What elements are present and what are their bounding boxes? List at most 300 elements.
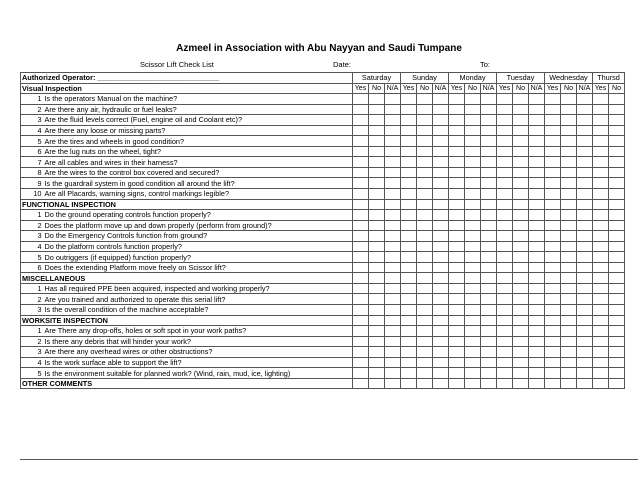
check-cell[interactable]: [609, 104, 625, 115]
check-cell[interactable]: [609, 305, 625, 316]
check-cell[interactable]: [497, 220, 513, 231]
check-cell[interactable]: [401, 368, 417, 379]
check-cell[interactable]: [497, 262, 513, 273]
check-cell[interactable]: [369, 336, 385, 347]
check-cell[interactable]: [369, 378, 385, 389]
check-cell[interactable]: [529, 347, 545, 358]
check-cell[interactable]: [593, 336, 609, 347]
check-cell[interactable]: [449, 157, 465, 168]
check-cell[interactable]: [577, 157, 593, 168]
check-cell[interactable]: [465, 189, 481, 200]
check-cell[interactable]: [481, 189, 497, 200]
check-cell[interactable]: [513, 125, 529, 136]
check-cell[interactable]: [561, 199, 577, 210]
check-cell[interactable]: [593, 146, 609, 157]
check-cell[interactable]: [465, 178, 481, 189]
check-cell[interactable]: [545, 189, 561, 200]
check-cell[interactable]: [417, 167, 433, 178]
check-cell[interactable]: [561, 262, 577, 273]
check-cell[interactable]: [433, 378, 449, 389]
check-cell[interactable]: [369, 210, 385, 221]
check-cell[interactable]: [577, 178, 593, 189]
check-cell[interactable]: [577, 231, 593, 242]
check-cell[interactable]: [481, 283, 497, 294]
check-cell[interactable]: [417, 315, 433, 326]
check-cell[interactable]: [497, 347, 513, 358]
check-cell[interactable]: [593, 136, 609, 147]
check-cell[interactable]: [561, 220, 577, 231]
check-cell[interactable]: [465, 210, 481, 221]
check-cell[interactable]: [529, 357, 545, 368]
check-cell[interactable]: [481, 305, 497, 316]
check-cell[interactable]: [561, 283, 577, 294]
check-cell[interactable]: [497, 241, 513, 252]
check-cell[interactable]: [353, 157, 369, 168]
check-cell[interactable]: [353, 241, 369, 252]
check-cell[interactable]: [513, 94, 529, 105]
check-cell[interactable]: [385, 125, 401, 136]
check-cell[interactable]: [353, 283, 369, 294]
check-cell[interactable]: [465, 368, 481, 379]
check-cell[interactable]: [577, 378, 593, 389]
check-cell[interactable]: [609, 326, 625, 337]
check-cell[interactable]: [353, 347, 369, 358]
check-cell[interactable]: [593, 220, 609, 231]
check-cell[interactable]: [353, 357, 369, 368]
check-cell[interactable]: [609, 368, 625, 379]
check-cell[interactable]: [433, 210, 449, 221]
check-cell[interactable]: [481, 199, 497, 210]
check-cell[interactable]: [593, 189, 609, 200]
check-cell[interactable]: [353, 326, 369, 337]
check-cell[interactable]: [417, 357, 433, 368]
check-cell[interactable]: [529, 231, 545, 242]
check-cell[interactable]: [465, 146, 481, 157]
check-cell[interactable]: [497, 357, 513, 368]
check-cell[interactable]: [593, 94, 609, 105]
check-cell[interactable]: [513, 220, 529, 231]
check-cell[interactable]: [593, 115, 609, 126]
check-cell[interactable]: [577, 146, 593, 157]
check-cell[interactable]: [353, 125, 369, 136]
check-cell[interactable]: [385, 241, 401, 252]
check-cell[interactable]: [369, 157, 385, 168]
check-cell[interactable]: [497, 125, 513, 136]
check-cell[interactable]: [609, 241, 625, 252]
check-cell[interactable]: [481, 136, 497, 147]
check-cell[interactable]: [449, 336, 465, 347]
check-cell[interactable]: [385, 326, 401, 337]
check-cell[interactable]: [481, 315, 497, 326]
check-cell[interactable]: [417, 125, 433, 136]
check-cell[interactable]: [593, 305, 609, 316]
check-cell[interactable]: [609, 178, 625, 189]
check-cell[interactable]: [417, 283, 433, 294]
check-cell[interactable]: [529, 220, 545, 231]
check-cell[interactable]: [401, 136, 417, 147]
check-cell[interactable]: [465, 315, 481, 326]
check-cell[interactable]: [529, 136, 545, 147]
check-cell[interactable]: [353, 167, 369, 178]
check-cell[interactable]: [497, 315, 513, 326]
check-cell[interactable]: [513, 315, 529, 326]
check-cell[interactable]: [481, 347, 497, 358]
check-cell[interactable]: [545, 136, 561, 147]
check-cell[interactable]: [529, 94, 545, 105]
check-cell[interactable]: [353, 115, 369, 126]
check-cell[interactable]: [513, 104, 529, 115]
check-cell[interactable]: [513, 115, 529, 126]
check-cell[interactable]: [353, 94, 369, 105]
check-cell[interactable]: [433, 115, 449, 126]
check-cell[interactable]: [577, 294, 593, 305]
check-cell[interactable]: [481, 115, 497, 126]
check-cell[interactable]: [593, 283, 609, 294]
check-cell[interactable]: [417, 231, 433, 242]
check-cell[interactable]: [465, 262, 481, 273]
check-cell[interactable]: [401, 157, 417, 168]
check-cell[interactable]: [417, 378, 433, 389]
check-cell[interactable]: [369, 115, 385, 126]
check-cell[interactable]: [353, 146, 369, 157]
check-cell[interactable]: [385, 347, 401, 358]
check-cell[interactable]: [561, 94, 577, 105]
check-cell[interactable]: [481, 273, 497, 284]
check-cell[interactable]: [593, 157, 609, 168]
check-cell[interactable]: [529, 336, 545, 347]
check-cell[interactable]: [513, 336, 529, 347]
check-cell[interactable]: [449, 357, 465, 368]
check-cell[interactable]: [529, 189, 545, 200]
check-cell[interactable]: [433, 94, 449, 105]
check-cell[interactable]: [449, 104, 465, 115]
check-cell[interactable]: [577, 368, 593, 379]
check-cell[interactable]: [433, 231, 449, 242]
check-cell[interactable]: [449, 262, 465, 273]
check-cell[interactable]: [433, 104, 449, 115]
check-cell[interactable]: [385, 315, 401, 326]
check-cell[interactable]: [465, 94, 481, 105]
check-cell[interactable]: [529, 252, 545, 263]
check-cell[interactable]: [433, 125, 449, 136]
check-cell[interactable]: [593, 347, 609, 358]
check-cell[interactable]: [481, 336, 497, 347]
check-cell[interactable]: [609, 283, 625, 294]
check-cell[interactable]: [497, 157, 513, 168]
check-cell[interactable]: [609, 336, 625, 347]
check-cell[interactable]: [593, 231, 609, 242]
check-cell[interactable]: [513, 326, 529, 337]
check-cell[interactable]: [369, 262, 385, 273]
check-cell[interactable]: [433, 305, 449, 316]
check-cell[interactable]: [545, 94, 561, 105]
check-cell[interactable]: [593, 315, 609, 326]
check-cell[interactable]: [481, 210, 497, 221]
check-cell[interactable]: [401, 315, 417, 326]
check-cell[interactable]: [481, 104, 497, 115]
check-cell[interactable]: [609, 146, 625, 157]
check-cell[interactable]: [433, 157, 449, 168]
check-cell[interactable]: [465, 136, 481, 147]
check-cell[interactable]: [561, 252, 577, 263]
check-cell[interactable]: [353, 189, 369, 200]
check-cell[interactable]: [561, 231, 577, 242]
check-cell[interactable]: [545, 231, 561, 242]
check-cell[interactable]: [561, 305, 577, 316]
check-cell[interactable]: [449, 347, 465, 358]
check-cell[interactable]: [577, 326, 593, 337]
check-cell[interactable]: [369, 273, 385, 284]
check-cell[interactable]: [449, 305, 465, 316]
check-cell[interactable]: [513, 378, 529, 389]
check-cell[interactable]: [465, 305, 481, 316]
check-cell[interactable]: [497, 115, 513, 126]
check-cell[interactable]: [497, 94, 513, 105]
check-cell[interactable]: [497, 136, 513, 147]
check-cell[interactable]: [577, 167, 593, 178]
check-cell[interactable]: [433, 262, 449, 273]
check-cell[interactable]: [353, 378, 369, 389]
check-cell[interactable]: [593, 368, 609, 379]
check-cell[interactable]: [561, 336, 577, 347]
check-cell[interactable]: [385, 136, 401, 147]
check-cell[interactable]: [497, 231, 513, 242]
check-cell[interactable]: [385, 283, 401, 294]
check-cell[interactable]: [609, 136, 625, 147]
check-cell[interactable]: [449, 231, 465, 242]
check-cell[interactable]: [561, 189, 577, 200]
check-cell[interactable]: [401, 294, 417, 305]
check-cell[interactable]: [369, 347, 385, 358]
check-cell[interactable]: [529, 104, 545, 115]
check-cell[interactable]: [433, 220, 449, 231]
check-cell[interactable]: [593, 241, 609, 252]
check-cell[interactable]: [561, 378, 577, 389]
check-cell[interactable]: [497, 326, 513, 337]
check-cell[interactable]: [385, 146, 401, 157]
check-cell[interactable]: [545, 357, 561, 368]
check-cell[interactable]: [529, 262, 545, 273]
check-cell[interactable]: [545, 326, 561, 337]
check-cell[interactable]: [433, 178, 449, 189]
check-cell[interactable]: [497, 305, 513, 316]
check-cell[interactable]: [401, 125, 417, 136]
check-cell[interactable]: [433, 189, 449, 200]
check-cell[interactable]: [385, 189, 401, 200]
check-cell[interactable]: [353, 294, 369, 305]
check-cell[interactable]: [353, 252, 369, 263]
check-cell[interactable]: [465, 157, 481, 168]
check-cell[interactable]: [609, 115, 625, 126]
check-cell[interactable]: [529, 305, 545, 316]
check-cell[interactable]: [561, 146, 577, 157]
check-cell[interactable]: [449, 136, 465, 147]
check-cell[interactable]: [465, 252, 481, 263]
check-cell[interactable]: [609, 157, 625, 168]
check-cell[interactable]: [401, 262, 417, 273]
check-cell[interactable]: [561, 315, 577, 326]
check-cell[interactable]: [513, 199, 529, 210]
check-cell[interactable]: [609, 357, 625, 368]
check-cell[interactable]: [545, 283, 561, 294]
check-cell[interactable]: [545, 125, 561, 136]
check-cell[interactable]: [513, 252, 529, 263]
check-cell[interactable]: [417, 294, 433, 305]
check-cell[interactable]: [401, 146, 417, 157]
check-cell[interactable]: [577, 210, 593, 221]
check-cell[interactable]: [369, 326, 385, 337]
check-cell[interactable]: [545, 294, 561, 305]
check-cell[interactable]: [385, 305, 401, 316]
check-cell[interactable]: [545, 273, 561, 284]
check-cell[interactable]: [529, 283, 545, 294]
check-cell[interactable]: [497, 146, 513, 157]
check-cell[interactable]: [497, 104, 513, 115]
check-cell[interactable]: [561, 167, 577, 178]
check-cell[interactable]: [433, 199, 449, 210]
check-cell[interactable]: [513, 231, 529, 242]
check-cell[interactable]: [369, 283, 385, 294]
check-cell[interactable]: [385, 357, 401, 368]
check-cell[interactable]: [417, 104, 433, 115]
check-cell[interactable]: [561, 326, 577, 337]
check-cell[interactable]: [417, 178, 433, 189]
check-cell[interactable]: [417, 305, 433, 316]
check-cell[interactable]: [561, 368, 577, 379]
check-cell[interactable]: [385, 115, 401, 126]
check-cell[interactable]: [577, 273, 593, 284]
check-cell[interactable]: [513, 136, 529, 147]
check-cell[interactable]: [593, 125, 609, 136]
check-cell[interactable]: [481, 378, 497, 389]
check-cell[interactable]: [369, 357, 385, 368]
check-cell[interactable]: [513, 178, 529, 189]
check-cell[interactable]: [561, 104, 577, 115]
check-cell[interactable]: [465, 347, 481, 358]
check-cell[interactable]: [561, 178, 577, 189]
check-cell[interactable]: [417, 336, 433, 347]
check-cell[interactable]: [529, 210, 545, 221]
check-cell[interactable]: [465, 115, 481, 126]
check-cell[interactable]: [369, 136, 385, 147]
check-cell[interactable]: [593, 210, 609, 221]
check-cell[interactable]: [353, 305, 369, 316]
check-cell[interactable]: [417, 262, 433, 273]
check-cell[interactable]: [353, 231, 369, 242]
check-cell[interactable]: [561, 125, 577, 136]
check-cell[interactable]: [401, 94, 417, 105]
check-cell[interactable]: [593, 252, 609, 263]
check-cell[interactable]: [577, 241, 593, 252]
check-cell[interactable]: [609, 347, 625, 358]
check-cell[interactable]: [369, 146, 385, 157]
check-cell[interactable]: [433, 283, 449, 294]
check-cell[interactable]: [401, 347, 417, 358]
check-cell[interactable]: [449, 125, 465, 136]
check-cell[interactable]: [433, 326, 449, 337]
check-cell[interactable]: [497, 273, 513, 284]
check-cell[interactable]: [577, 199, 593, 210]
check-cell[interactable]: [465, 294, 481, 305]
check-cell[interactable]: [513, 283, 529, 294]
check-cell[interactable]: [385, 178, 401, 189]
check-cell[interactable]: [481, 231, 497, 242]
check-cell[interactable]: [481, 262, 497, 273]
check-cell[interactable]: [545, 146, 561, 157]
check-cell[interactable]: [401, 273, 417, 284]
check-cell[interactable]: [529, 315, 545, 326]
check-cell[interactable]: [385, 94, 401, 105]
check-cell[interactable]: [529, 273, 545, 284]
check-cell[interactable]: [449, 326, 465, 337]
check-cell[interactable]: [577, 315, 593, 326]
check-cell[interactable]: [465, 283, 481, 294]
check-cell[interactable]: [385, 199, 401, 210]
check-cell[interactable]: [353, 104, 369, 115]
check-cell[interactable]: [449, 294, 465, 305]
check-cell[interactable]: [593, 326, 609, 337]
check-cell[interactable]: [433, 167, 449, 178]
check-cell[interactable]: [369, 368, 385, 379]
check-cell[interactable]: [545, 315, 561, 326]
check-cell[interactable]: [353, 136, 369, 147]
check-cell[interactable]: [353, 262, 369, 273]
check-cell[interactable]: [529, 157, 545, 168]
check-cell[interactable]: [545, 115, 561, 126]
check-cell[interactable]: [417, 146, 433, 157]
check-cell[interactable]: [433, 146, 449, 157]
check-cell[interactable]: [449, 94, 465, 105]
check-cell[interactable]: [561, 294, 577, 305]
check-cell[interactable]: [561, 357, 577, 368]
check-cell[interactable]: [529, 167, 545, 178]
check-cell[interactable]: [593, 357, 609, 368]
check-cell[interactable]: [433, 368, 449, 379]
check-cell[interactable]: [449, 368, 465, 379]
check-cell[interactable]: [417, 189, 433, 200]
check-cell[interactable]: [433, 241, 449, 252]
check-cell[interactable]: [497, 378, 513, 389]
check-cell[interactable]: [545, 210, 561, 221]
check-cell[interactable]: [545, 220, 561, 231]
check-cell[interactable]: [481, 146, 497, 157]
check-cell[interactable]: [561, 347, 577, 358]
check-cell[interactable]: [513, 210, 529, 221]
check-cell[interactable]: [497, 167, 513, 178]
check-cell[interactable]: [545, 178, 561, 189]
check-cell[interactable]: [561, 115, 577, 126]
check-cell[interactable]: [433, 252, 449, 263]
check-cell[interactable]: [577, 94, 593, 105]
check-cell[interactable]: [433, 357, 449, 368]
check-cell[interactable]: [481, 178, 497, 189]
check-cell[interactable]: [449, 146, 465, 157]
check-cell[interactable]: [385, 294, 401, 305]
check-cell[interactable]: [497, 336, 513, 347]
check-cell[interactable]: [385, 167, 401, 178]
check-cell[interactable]: [449, 115, 465, 126]
check-cell[interactable]: [449, 315, 465, 326]
check-cell[interactable]: [529, 146, 545, 157]
check-cell[interactable]: [369, 220, 385, 231]
check-cell[interactable]: [385, 220, 401, 231]
check-cell[interactable]: [449, 178, 465, 189]
check-cell[interactable]: [593, 273, 609, 284]
check-cell[interactable]: [593, 262, 609, 273]
check-cell[interactable]: [449, 283, 465, 294]
check-cell[interactable]: [497, 283, 513, 294]
check-cell[interactable]: [401, 305, 417, 316]
